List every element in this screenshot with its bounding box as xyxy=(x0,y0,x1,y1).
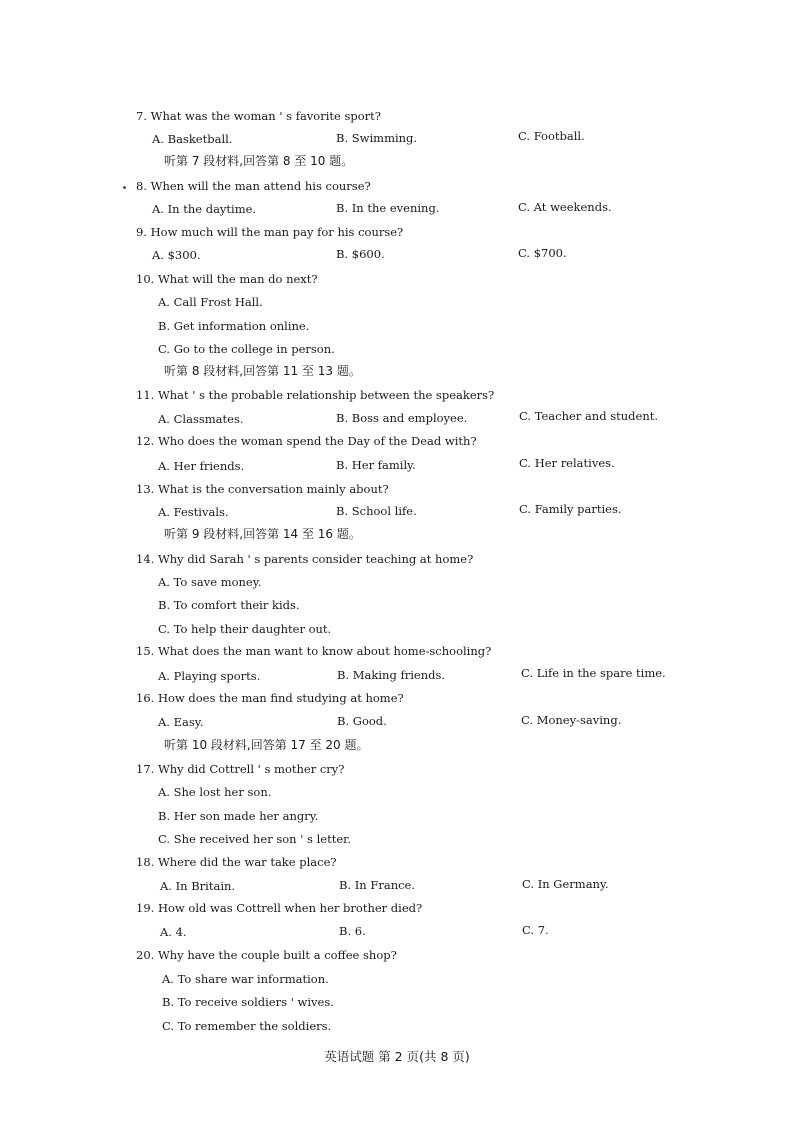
question-stem: 10. What will the man do next? xyxy=(136,272,318,286)
option-a: A. In the daytime. xyxy=(152,202,257,216)
option-b: B. $600. xyxy=(336,247,385,261)
option-b: B. School life. xyxy=(336,504,417,518)
option-b: B. Boss and employee. xyxy=(336,411,468,425)
question-stem: 7. What was the woman ' s favorite sport? xyxy=(136,109,381,123)
option-b: B. Swimming. xyxy=(336,131,418,145)
question-stem: 16. How does the man find studying at home? xyxy=(136,691,404,705)
section-instruction: 听第 10 段材料,回答第 17 至 20 题。 xyxy=(164,738,369,752)
section-instruction: 听第 8 段材料,回答第 11 至 13 题。 xyxy=(164,364,361,378)
option-c: C. Life in the spare time. xyxy=(521,666,666,680)
question-stem: 8. When will the man attend his course? xyxy=(136,179,371,193)
option-a: A. Classmates. xyxy=(158,412,244,426)
option-b: B. To comfort their kids. xyxy=(158,598,300,612)
question-stem: 14. Why did Sarah ' s parents consider teaching at home? xyxy=(136,552,474,566)
question-stem: 17. Why did Cottrell ' s mother cry? xyxy=(136,762,345,776)
question-stem: 13. What is the conversation mainly about? xyxy=(136,482,389,496)
option-a: A. Basketball. xyxy=(152,132,233,146)
option-c: C. Teacher and student. xyxy=(519,409,659,423)
option-b: B. In France. xyxy=(339,878,416,892)
option-c: C. Go to the college in person. xyxy=(158,342,335,356)
option-a: A. $300. xyxy=(152,248,201,262)
option-b: B. Get information online. xyxy=(158,319,310,333)
option-c: C. To help their daughter out. xyxy=(158,622,332,636)
question-stem: 19. How old was Cottrell when her brother died? xyxy=(136,901,423,915)
option-b: B. Her family. xyxy=(336,458,416,472)
option-a: A. To share war information. xyxy=(162,972,329,986)
option-b: B. To receive soldiers ' wives. xyxy=(162,995,334,1009)
option-a: A. Call Frost Hall. xyxy=(158,295,263,309)
question-stem: 18. Where did the war take place? xyxy=(136,855,337,869)
section-instruction: 听第 9 段材料,回答第 14 至 16 题。 xyxy=(164,527,361,541)
option-a: A. In Britain. xyxy=(160,879,236,893)
question-stem: 12. Who does the woman spend the Day of the Dead with? xyxy=(136,434,477,448)
option-b: B. In the evening. xyxy=(336,201,440,215)
option-a: A. 4. xyxy=(160,925,187,939)
option-a: A. Festivals. xyxy=(158,505,229,519)
option-c: C. Her relatives. xyxy=(519,456,615,470)
section-instruction: 听第 7 段材料,回答第 8 至 10 题。 xyxy=(164,154,354,168)
option-b: B. Making friends. xyxy=(337,668,446,682)
option-a: A. She lost her son. xyxy=(158,785,272,799)
option-c: C. At weekends. xyxy=(518,200,612,214)
question-stem: 15. What does the man want to know about home-schooling? xyxy=(136,644,492,658)
question-stem: 9. How much will the man pay for his course? xyxy=(136,225,404,239)
option-c: C. Football. xyxy=(518,129,585,143)
option-a: A. Playing sports. xyxy=(158,669,261,683)
question-stem: 11. What ' s the probable relationship between the speakers? xyxy=(136,388,495,402)
option-a: A. Easy. xyxy=(158,715,204,729)
option-c: C. Money-saving. xyxy=(521,713,622,727)
option-c: C. In Germany. xyxy=(522,877,609,891)
option-c: C. To remember the soldiers. xyxy=(162,1019,332,1033)
question-stem: 20. Why have the couple built a coffee shop? xyxy=(136,948,397,962)
option-c: C. $700. xyxy=(518,246,567,260)
page-footer: 英语试题 第 2 页(共 8 页) xyxy=(324,1049,470,1064)
option-c: C. Family parties. xyxy=(519,502,622,516)
option-b: B. Her son made her angry. xyxy=(158,809,319,823)
option-b: B. Good. xyxy=(337,714,387,728)
option-c: C. She received her son ' s letter. xyxy=(158,832,352,846)
option-c: C. 7. xyxy=(522,923,549,937)
option-a: A. Her friends. xyxy=(158,459,245,473)
option-a: A. To save money. xyxy=(158,575,262,589)
scan-speck xyxy=(123,186,126,189)
option-b: B. 6. xyxy=(339,924,366,938)
